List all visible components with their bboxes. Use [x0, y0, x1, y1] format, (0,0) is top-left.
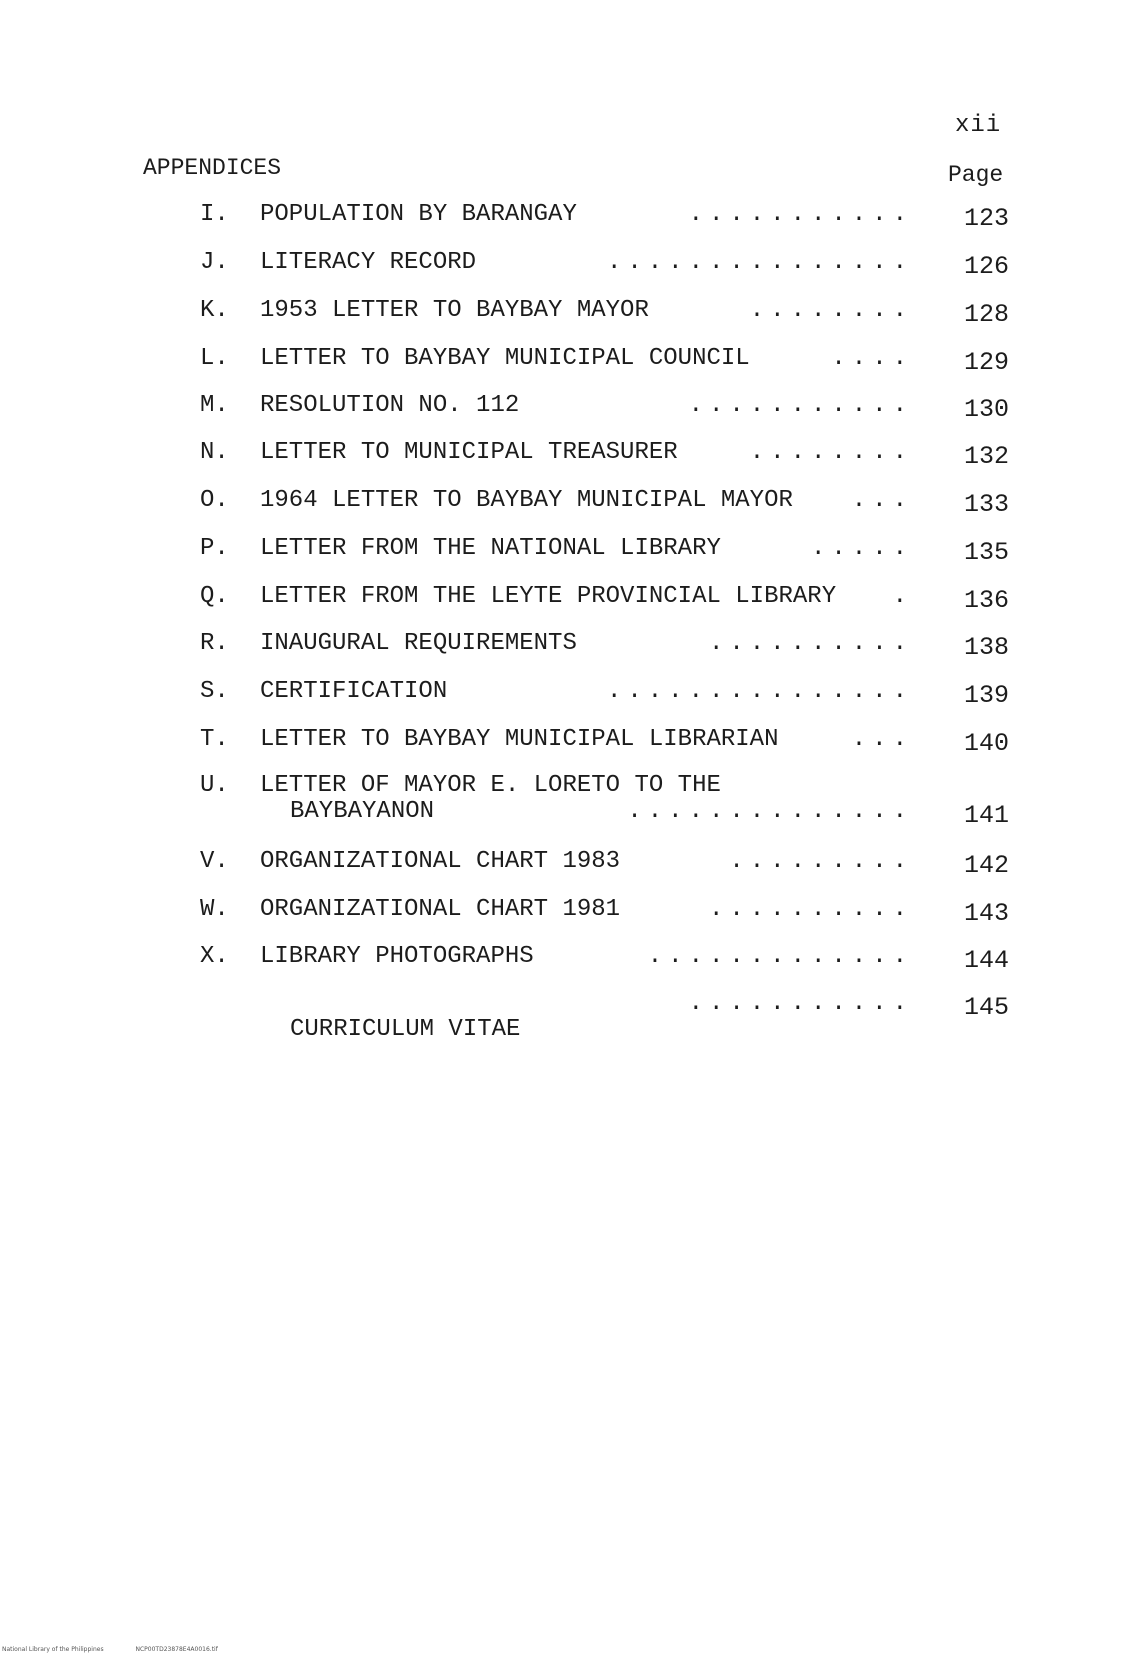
entry-title: LETTER FROM THE NATIONAL LIBRARY — [260, 535, 721, 562]
entry-title: 1953 LETTER TO BAYBAY MAYOR — [260, 297, 649, 324]
appendix-entry — [0, 297, 1131, 337]
scan-footer — [2, 1646, 248, 1653]
entry-title: LETTER TO BAYBAY MUNICIPAL LIBRARIAN — [260, 726, 779, 753]
appendix-entry — [0, 583, 1131, 623]
dot-leader: ........ — [749, 439, 913, 466]
dot-leader: .... — [831, 345, 913, 372]
entry-title: LIBRARY PHOTOGRAPHS — [260, 943, 534, 970]
entry-letter: Q. — [200, 583, 229, 610]
entry-page-number: 128 — [964, 300, 1010, 329]
entry-title: LITERACY RECORD — [260, 249, 477, 276]
entry-title: LETTER FROM THE LEYTE PROVINCIAL LIBRARY — [260, 583, 837, 610]
entry-letter: M. — [200, 392, 229, 419]
entry-letter: J. — [200, 249, 229, 276]
entry-letter: O. — [200, 487, 229, 514]
entry-page-number: 129 — [964, 348, 1010, 377]
section-heading: APPENDICES — [143, 155, 282, 181]
entry-title: ORGANIZATIONAL CHART 1981 — [260, 896, 621, 923]
footer-source: National Library of the Philippines — [2, 1646, 104, 1653]
dot-leader: ........... — [688, 201, 913, 228]
appendix-entry — [0, 943, 1131, 983]
appendix-entry — [0, 535, 1131, 575]
entry-page-number: 142 — [964, 851, 1010, 880]
dot-leader: .............. — [627, 798, 913, 825]
appendix-entry — [0, 345, 1131, 385]
entry-page-number: 132 — [964, 442, 1010, 471]
entry-page-number: 123 — [964, 204, 1010, 233]
entry-page-number: 126 — [964, 252, 1010, 281]
entry-letter: S. — [200, 678, 229, 705]
entry-page-number: 133 — [964, 490, 1010, 519]
entry-title: 1964 LETTER TO BAYBAY MUNICIPAL MAYOR — [260, 487, 793, 514]
entry-page-number: 144 — [964, 946, 1010, 975]
appendix-entry — [0, 439, 1131, 479]
entry-letter: R. — [200, 630, 229, 657]
entry-page-number: 143 — [964, 899, 1010, 928]
entry-title: LETTER TO BAYBAY MUNICIPAL COUNCIL — [260, 345, 750, 372]
dot-leader: .......... — [708, 630, 913, 657]
entry-title: POPULATION BY BARANGAY — [260, 201, 577, 228]
appendix-entry — [0, 896, 1131, 936]
entry-page-number: 135 — [964, 538, 1010, 567]
entry-title: LETTER TO MUNICIPAL TREASURER — [260, 439, 678, 466]
entry-title: LETTER OF MAYOR E. LORETO TO THE — [260, 772, 721, 799]
entry-page-number: 145 — [964, 993, 1010, 1022]
entry-letter: I. — [200, 201, 229, 228]
appendix-entry — [0, 848, 1131, 888]
dot-leader: ..... — [810, 535, 913, 562]
entry-letter: T. — [200, 726, 229, 753]
appendix-entry — [0, 772, 1131, 832]
entry-letter: V. — [200, 848, 229, 875]
dot-leader: ... — [851, 487, 913, 514]
entry-letter: K. — [200, 297, 229, 324]
dot-leader: . — [892, 583, 913, 610]
entry-page-number: 130 — [964, 395, 1010, 424]
page-number: xii — [955, 112, 1002, 139]
entry-title-continued: CURRICULUM VITAE — [290, 1016, 521, 1043]
entry-letter: U. — [200, 772, 229, 799]
dot-leader: ........... — [688, 392, 913, 419]
entry-letter: W. — [200, 896, 229, 923]
footer-file: NCP00TD23878E4A0016.tif — [135, 1646, 218, 1653]
page-column-label: Page — [948, 162, 1004, 188]
entry-title-continued: BAYBAYANON — [290, 798, 435, 825]
appendix-entry — [0, 392, 1131, 432]
entry-page-number: 136 — [964, 586, 1010, 615]
dot-leader: ........... — [688, 990, 913, 1017]
dot-leader: ............... — [606, 249, 913, 276]
entry-title: ORGANIZATIONAL CHART 1983 — [260, 848, 621, 875]
dot-leader: .......... — [708, 896, 913, 923]
entry-letter: L. — [200, 345, 229, 372]
entry-letter: X. — [200, 943, 229, 970]
appendix-entry — [0, 487, 1131, 527]
dot-leader: ............... — [606, 678, 913, 705]
entry-letter: N. — [200, 439, 229, 466]
appendix-entry — [0, 678, 1131, 718]
entry-title: CERTIFICATION — [260, 678, 448, 705]
appendix-entry — [0, 990, 1131, 1050]
dot-leader: ......... — [729, 848, 913, 875]
entry-title: RESOLUTION NO. 112 — [260, 392, 520, 419]
dot-leader: ........ — [749, 297, 913, 324]
entry-page-number: 139 — [964, 681, 1010, 710]
appendix-entry — [0, 630, 1131, 670]
entry-page-number: 138 — [964, 633, 1010, 662]
appendix-entry — [0, 249, 1131, 289]
entry-title: INAUGURAL REQUIREMENTS — [260, 630, 577, 657]
entry-page-number: 141 — [964, 801, 1010, 830]
dot-leader: ... — [851, 726, 913, 753]
entry-letter: P. — [200, 535, 229, 562]
entry-page-number: 140 — [964, 729, 1010, 758]
appendix-entry — [0, 726, 1131, 766]
appendix-entry — [0, 201, 1131, 241]
dot-leader: ............. — [647, 943, 913, 970]
